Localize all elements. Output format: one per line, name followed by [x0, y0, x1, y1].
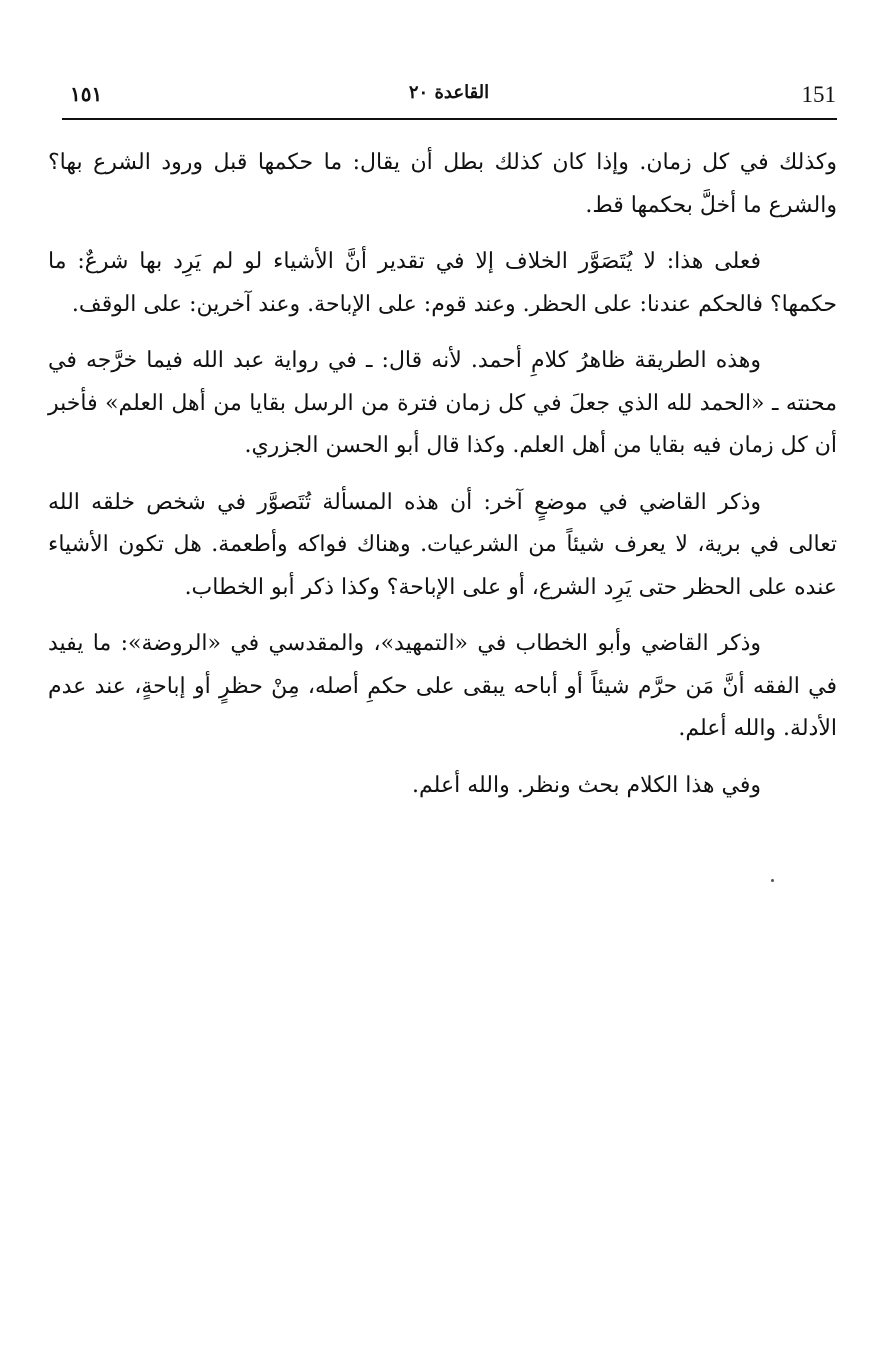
paragraph-2: فعلى هذا: لا يُتَصَوَّر الخلاف إلا في تقدير أنَّ الأشياء لو لم يَرِد بها شرعٌ: ما حكمها؟ فالحكم عندنا: على الحظر. وعند قوم: على الإباحة. وعند آخرين: على الوقف. [48, 249, 837, 317]
header-rule [62, 118, 837, 120]
paragraph-1: وكذلك في كل زمان. وإذا كان كذلك بطل أن يقال: ما حكمها قبل ورود الشرع بها؟ والشرع ما أخلَّ بحكمها قط. [48, 150, 837, 218]
scan-speck [771, 879, 774, 882]
paragraph-4: وذكر القاضي في موضعٍ آخر: أن هذه المسألة تُتَصوَّر في شخص خلقه الله تعالى في برية، لا يعرف شيئاً من الشرعيات. وهناك فواكه وأطعمة. هل تكون الأشياء عنده على الحظر حتى يَرِد الشرع، أو على الإباحة؟ وكذا ذكر أبو الخطاب. [48, 489, 837, 600]
paragraph-3: وهذه الطريقة ظاهرُ كلامِ أحمد. لأنه قال: ـ في رواية عبد الله فيما خرَّجه في محنته ـ «الحمد لله الذي جعلَ في كل زمان فترة من الرسل بقايا من أهل العلم» فأخبر أن كل زمان فيه بقايا من أهل العلم. وكذا قال أبو الحسن الجزري. [48, 348, 837, 458]
page-number-latin: 151 [801, 82, 836, 107]
page-header [62, 82, 836, 116]
paragraph-5: وذكر القاضي وأبو الخطاب في «التمهيد»، والمقدسي في «الروضة»: ما يفيد في الفقه أنَّ مَن حرَّم شيئاً أو أباحه يبقى على حكمِ أصله، مِنْ حظرٍ أو إباحةٍ، عند عدم الأدلة. والله أعلم. [48, 631, 837, 741]
paragraph-6: وفي هذا الكلام بحث ونظر. والله أعلم. [412, 772, 761, 798]
page-body [48, 142, 837, 821]
page-number-arabic: ١٥١ [70, 82, 103, 106]
running-title: القاعدة ٢٠ [408, 82, 490, 103]
